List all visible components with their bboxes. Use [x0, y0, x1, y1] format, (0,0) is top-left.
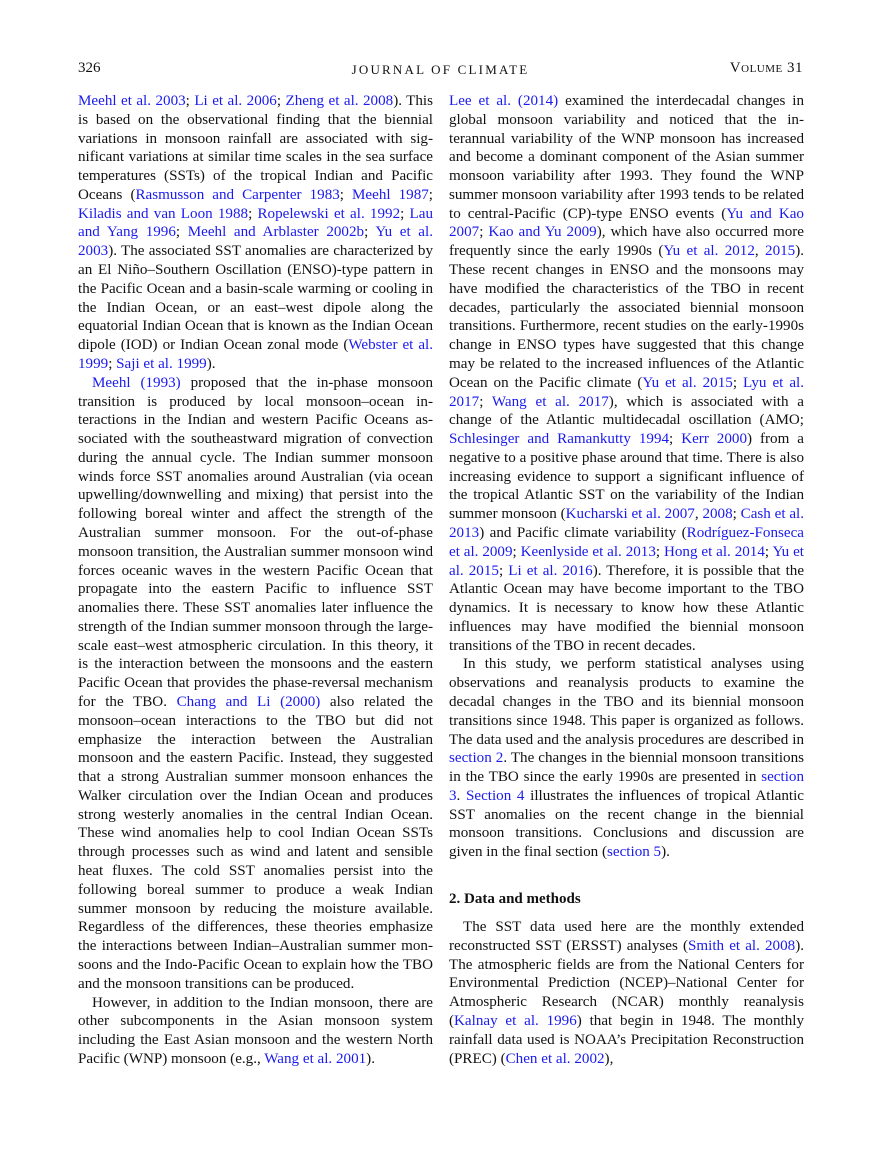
- citation-link[interactable]: Saji et al. 1999: [116, 355, 207, 372]
- citation-link[interactable]: Chen et al. 2002: [505, 1050, 605, 1067]
- paragraph-text: ;: [512, 543, 521, 560]
- citation-link[interactable]: Rodríguez-Fonseca et al. 2009: [449, 524, 804, 560]
- paragraph-text: .: [456, 787, 466, 804]
- running-header: [78, 60, 803, 80]
- left-column: [78, 92, 433, 1069]
- citation-link[interactable]: Yu et al. 2015: [642, 374, 733, 391]
- citation-link[interactable]: Wang et al. 2017: [491, 393, 609, 410]
- citation-link[interactable]: Kao and Yu 2009: [488, 224, 597, 241]
- citation-link[interactable]: Lee et al. (2014): [449, 93, 559, 109]
- paragraph-text: proposed that the in-phase monsoon transition is produced by local monsoon–ocean interactions in the Indian and western Pacific Oceans associated with the southeastward migration of convection during the annual cycle. The Indian summer monsoon winds force SST anomalies around Australian (via ocean upwelling/downwelling and mixing) that persist into the following boreal winter and affect the strength of the Australian summer monsoon. For the out-of-phase monsoon transition, the Australian summer monsoon wind forces oceanic waves in the western Pacific Ocean that propagate into the eastern Pacific to influence SST anomalies there. These SST anomalies later influence the strength of the Indian summer monsoon through the large-scale east–west atmospheric circulation. In this theory, it is the interaction between the monsoons and the eastern Pacific Ocean that provides the phase-reversal mechanism for the TBO.: [78, 374, 433, 710]
- citation-link[interactable]: Meehl et al. 2003: [78, 93, 186, 109]
- paragraph-text: ;: [669, 431, 682, 448]
- paragraph-text: ;: [498, 562, 509, 579]
- paragraph: [78, 994, 433, 1069]
- citation-link[interactable]: section 3: [449, 769, 804, 804]
- citation-link[interactable]: Section 4: [465, 787, 525, 804]
- citation-link[interactable]: section 2: [449, 750, 504, 767]
- citation-link[interactable]: Hong et al. 2014: [663, 543, 765, 560]
- citation-link[interactable]: Yu et al. 2015: [449, 543, 804, 579]
- paragraph-text: ,: [754, 243, 766, 260]
- paragraph-text: ;: [479, 393, 492, 410]
- paragraph-text: ). These recent changes in ENSO and the monsoons may have modified the characteristics of the TBO in recent decades, particularly the associated biennial monsoon transitions. Furthermore, recent studies on the early-1990s change in ENSO types have suggested that this change may be related to the increased influences of the Atlantic Ocean on the Pacific climate (: [449, 243, 805, 391]
- citation-link[interactable]: Keenlyside et al. 2013: [520, 543, 656, 560]
- citation-link[interactable]: Kiladis and van Loon 1988: [78, 205, 249, 222]
- citation-link[interactable]: Chang and Li (2000): [176, 694, 321, 710]
- citation-link[interactable]: Yu et al. 2012: [663, 243, 755, 260]
- section-heading: 2. Data and methods: [449, 891, 581, 908]
- paragraph-text: In this study, we perform statistical analyses using observations and reanalysis products to examine the decadal changes in the TBO and its biennial monsoon transitions since 1948. This paper is organized as follows. The data used and the analysis procedures are described in: [449, 656, 804, 748]
- paragraph-text: ),: [604, 1050, 614, 1067]
- paragraph-text: ).: [661, 844, 670, 861]
- paragraph-text: ).: [366, 1050, 375, 1067]
- paragraph: [449, 92, 804, 655]
- citation-link[interactable]: 2015: [765, 243, 796, 260]
- citation-link[interactable]: Webster et al. 1999: [78, 337, 433, 372]
- paragraph-text: ), which have also occurred more frequently since the early 1990s (: [449, 224, 804, 260]
- paragraph-text: ;: [108, 355, 117, 372]
- paragraph-text: ) and Pacific climate variability (: [479, 524, 687, 541]
- paragraph-text: ;: [339, 186, 353, 203]
- paragraph-text: However, in addition to the Indian monsoon, there are other subcomponents in the Asian monsoon system including the East Asian monsoon and the western North Pacific (WNP) monsoon (e.g.,: [78, 994, 433, 1067]
- citation-link[interactable]: Zheng et al. 2008: [285, 93, 394, 109]
- journal-title: JOURNAL OF CLIMATE: [351, 62, 530, 77]
- citation-link[interactable]: Li et al. 2006: [194, 93, 277, 109]
- paragraph-text: The SST data used here are the monthly extended reconstructed SST (ERSST) analyses (: [449, 919, 804, 954]
- paragraph-text: ). The associated SST anomalies are characterized by an El Niño–Southern Oscillation (ENSO)-type pattern in the Pacific Ocean and a basin-scale warming or cooling in the Indian Ocean, or an east–west dipole along the equatorial Indian Ocean that is known as the Indian Ocean dipole (IOD) or Indian Ocean zonal mode (: [78, 243, 433, 354]
- paragraph-text: ), which is associated with a change of the Atlantic multidecadal oscillation (AMO;: [449, 393, 804, 429]
- citation-link[interactable]: Schlesinger and Ramankutty 1994: [449, 431, 670, 448]
- citation-link[interactable]: Yu et al. 2003: [78, 224, 433, 260]
- citation-link[interactable]: Lyu et al. 2017: [449, 374, 805, 410]
- paragraph-text: examined the interdecadal changes in global monsoon variability and noticed that the interannual variability of the WNP monsoon has increased and become a dominant component of the Asian summer monsoon variability after 1993. They found the WNP summer monsoon variability after 1993 tends to be related to central-Pacific (CP)-type ENSO events (: [449, 93, 804, 222]
- citation-link[interactable]: Cash et al. 2013: [449, 506, 805, 541]
- paragraph-text: ;: [764, 543, 773, 560]
- citation-link[interactable]: Ropelewski et al. 1992: [257, 205, 401, 222]
- paragraph-text: ;: [732, 374, 743, 391]
- paragraph-text: ;: [732, 506, 741, 523]
- citation-link[interactable]: Meehl 1987: [352, 186, 429, 203]
- citation-link[interactable]: 2008: [702, 506, 733, 523]
- citation-link[interactable]: Kalnay et al. 1996: [454, 1012, 577, 1029]
- paragraph-text: ). The atmospheric fields are from the National Centers for Environmental Prediction (NCEP)–National Center for Atmospheric Research (NCAR) monthly reanalysis (: [449, 937, 804, 1029]
- paragraph: [449, 655, 804, 862]
- paragraph-text: ;: [364, 224, 376, 241]
- citation-link[interactable]: Meehl and Arblaster 2002b: [187, 224, 365, 241]
- citation-link[interactable]: Meehl (1993): [92, 374, 181, 391]
- paragraph-text: ;: [175, 224, 188, 241]
- citation-link[interactable]: Rasmusson and Carpenter 1983: [135, 186, 340, 203]
- citation-link[interactable]: Wang et al. 2001: [264, 1050, 367, 1067]
- citation-link[interactable]: Lau and Yang 1996: [78, 205, 433, 241]
- paragraph: [78, 92, 433, 374]
- paragraph: [449, 918, 804, 1068]
- page-number: 326: [78, 60, 101, 76]
- paragraph-text: . The changes in the biennial monsoon transitions in the TBO since the early 1990s are presented in: [449, 750, 804, 786]
- paragraph: [78, 374, 433, 994]
- paragraph-text: ;: [479, 224, 489, 241]
- paragraph-text: ). Therefore, it is possible that the Atlantic Ocean may have become important to the TBO dynamics. It is necessary to know how these Atlantic influences may have modified the biennial monsoon transitions of the TBO in recent decades.: [449, 562, 805, 654]
- paragraph-text: ;: [400, 205, 410, 222]
- paragraph-text: ;: [428, 186, 433, 203]
- right-column: [449, 92, 804, 1068]
- paragraph-text: also related the monsoon–ocean interactions to the TBO but did not emphasize the interaction between the Australian monsoon and the eastern Pacific. Instead, they suggested that a strong Australian summer monsoon enhances the Walker circulation over the Indian Ocean and produces strong westerly anomalies in the central Indian Ocean. These wind anomalies help to cool Indian Ocean SSTs through processes such as wind and latent and sensible heat fluxes. The cold SST anomalies persist into the following boreal summer to produce a weak Indian summer monsoon by reducing the moisture available. Regardless of the differences, these theories emphasize the interactions between Indian–Australian summer monsoons and the Indo-Pacific Ocean to explain how the TBO and the monsoon transitions can be produced.: [78, 694, 433, 992]
- citation-link[interactable]: Kerr 2000: [681, 431, 747, 448]
- paragraph-text: ;: [185, 93, 195, 109]
- paragraph-text: ;: [248, 205, 258, 222]
- paragraph-text: ;: [655, 543, 664, 560]
- paragraph-text: ,: [694, 506, 703, 523]
- paragraph-text: ;: [276, 93, 286, 109]
- paragraph-text: ).: [206, 355, 216, 372]
- citation-link[interactable]: Yu and Kao 2007: [449, 205, 804, 241]
- citation-link[interactable]: section 5: [607, 844, 662, 861]
- citation-link[interactable]: Li et al. 2016: [508, 562, 593, 579]
- volume-label: Volume 31: [729, 60, 803, 76]
- citation-link[interactable]: Smith et al. 2008: [688, 937, 796, 954]
- citation-link[interactable]: Kucharski et al. 2007: [565, 506, 695, 523]
- paragraph-text: ). This is based on the observational finding that the biennial variations in monsoon rainfall are associated with significant variations at similar time scales in the sea surface temperatures (SSTs) of the tropical Indian and Pacific Oceans (: [78, 93, 434, 203]
- paragraph-text: ) from a negative to a positive phase around that time. There is also increasing evidence to support a significant influence of the tropical Atlantic SST on the variability of the Indian summer monsoon (: [449, 431, 804, 523]
- paragraph-text: illustrates the influences of tropical Atlantic SST anomalies on the recent change in the biennial monsoon transitions. Conclusions and discussion are given in the final section (: [449, 787, 804, 861]
- paragraph-text: ) that begin in 1948. The monthly rainfall data used is NOAA’s Precipitation Reconstruction (PREC) (: [449, 1012, 805, 1067]
